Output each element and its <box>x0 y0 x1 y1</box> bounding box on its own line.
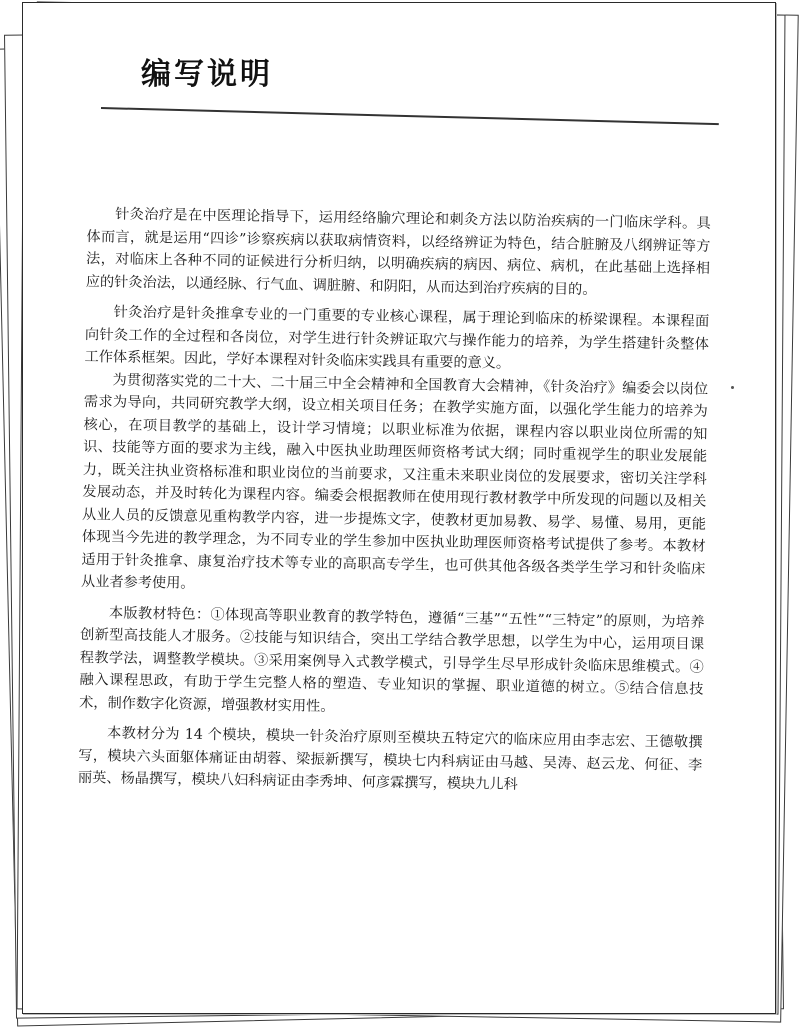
title-underline <box>101 107 719 125</box>
paragraph-1: 针灸治疗是在中医理论指导下，运用经络腧穴理论和刺灸方法以防治疾病的一门临床学科。具体而言，就是运用“四诊”诊察疾病以获取病情资料，以经络辨证为特色，结合脏腑及八纲辨证等方法，对临床上各种不同的证候进行分析归纳，以明确疾病的病因、病位、病机，在此基础上选择相应的针灸治法，以通经脉、行气血、调脏腑、和阴阳，从而达到治疗疾病的目的。 <box>85 206 711 298</box>
front-page <box>22 2 776 1014</box>
paragraph-5: 本教材分为 14 个模块，模块一针灸治疗原则至模块五特定穴的临床应用由李志宏、王德敬撰写，模块六头面躯体痛证由胡蓉、梁振新撰写，模块七内科病证由马越、吴涛、赵云龙、何征、李丽英、杨晶撰写，模块八妇科病证由李秀坤、何彦霖撰写，模块九儿科 <box>77 725 703 793</box>
stray-mark <box>731 386 734 389</box>
paragraph-2: 针灸治疗是针灸推拿专业的一门重要的专业核心课程，属于理论到临床的桥梁课程。本课程面向针灸工作的全过程和各岗位，对学生进行针灸辨证取穴与操作能力的培养，为学生搭建针灸整体工作体系框架。因此，学好本课程对针灸临床实践具有重要的意义。 <box>84 304 710 372</box>
body-text <box>78 203 711 799</box>
paragraph-3: 为贯彻落实党的二十大、二十届三中全会精神和全国教育大会精神，《针灸治疗》编委会以岗位需求为导向，共同研究教学大纲，设立相关项目任务；在教学实施方面，以强化学生能力的培养为核心，在项目教学的基础上，设计学习情境；以职业标准为依据，课程内容以职业岗位所需的知识、技能等方面的要求为主线，融入中医执业助理医师资格考试大纲；同时重视学生的职业发展能力，既关注执业资格标准和职业岗位的当前要求，又注重未来职业岗位的发展要求，密切关注学科发展动态，并及时转化为课程内容。编委会根据教师在使用现行教材教学中所发现的问题以及相关从业人员的反馈意见重构教学内容，进一步提炼文字，使教材更加易教、易学、易懂、易用，更能体现当今先进的教学理念，为不同专业的学生参加中医执业助理医师资格考试提供了参考。本教材适用于针灸推拿、康复治疗技术等专业的高职高专学生，也可供其他各级各类学生学习和针灸临床从业者参考使用。 <box>80 371 709 592</box>
paragraph-4: 本版教材特色：①体现高等职业教育的教学特色，遵循“三基”“五性”“三特定”的原则，为培养创新型高技能人才服务。②技能与知识结合，突出工学结合教学思想，以学生为中心，运用项目课程教学法，调整教学模块。③采用案例导入式教学模式，引导学生尽早形成针灸临床思维模式。④融入课程思政，有助于学生完整人格的塑造、专业知识的掌握、职业道德的树立。⑤结合信息技术，制作数字化资源，增强教材实用性。 <box>79 604 705 715</box>
page-title: 编写说明 <box>141 57 273 92</box>
